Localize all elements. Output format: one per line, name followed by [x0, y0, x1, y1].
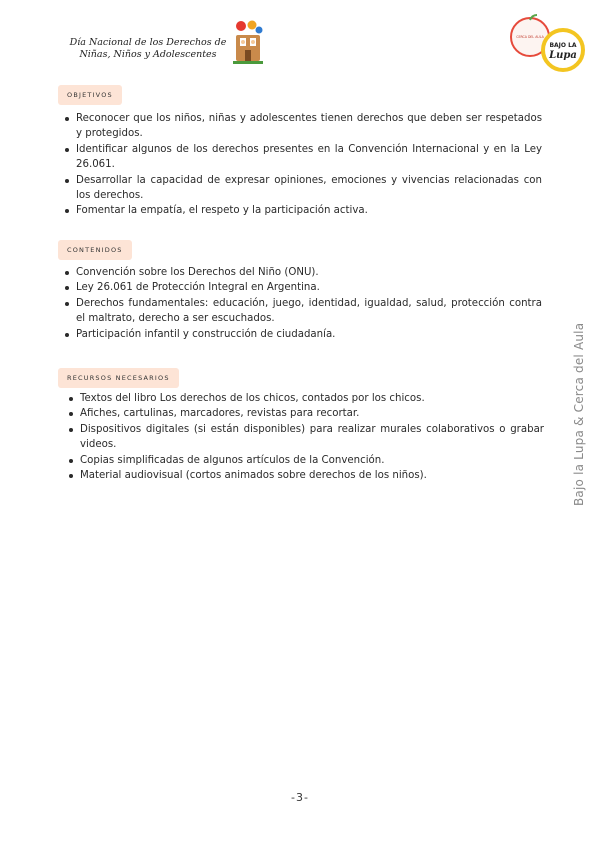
list-item: Identificar algunos de los derechos presentes en la Convención Internacional y en la Ley 26.061.: [64, 142, 542, 173]
list-item: Material audiovisual (cortos animados sobre derechos de los niños).: [68, 468, 544, 483]
list-item: Afiches, cartulinas, marcadores, revistas para recortar.: [68, 406, 544, 421]
list-item: Derechos fundamentales: educación, juego, identidad, igualdad, salud, protección contra el maltrato, derecho a ser escuchados.: [64, 296, 542, 327]
side-watermark-text: Bajo la Lupa & Cerca del Aula: [572, 322, 586, 506]
list-item: Desarrollar la capacidad de expresar opiniones, emociones y vivencias relacionadas con los derechos.: [64, 173, 542, 204]
list-item: Copias simplificadas de algunos artículos de la Convención.: [68, 453, 544, 468]
objetivos-list: [64, 111, 542, 219]
page-number: -3-: [291, 791, 309, 804]
list-item: Participación infantil y construcción de ciudadanía.: [64, 327, 542, 342]
contenidos-list: [64, 265, 542, 342]
list-item: Reconocer que los niños, niñas y adolescentes tienen derechos que deben ser respetados y protegidos.: [64, 111, 542, 142]
logo-main-text-2: Lupa: [549, 50, 577, 61]
list-item: Dispositivos digitales (si están disponibles) para realizar murales colaborativos o grabar videos.: [68, 422, 544, 453]
section-title-recursos: RECURSOS NECESARIOS: [58, 368, 179, 388]
section-title-objetivos: OBJETIVOS: [58, 85, 122, 105]
list-item: Fomentar la empatía, el respeto y la participación activa.: [64, 203, 542, 218]
section-title-contenidos: CONTENIDOS: [58, 240, 132, 260]
logo-main-text-1: BAJO LA: [549, 42, 577, 49]
header-title-line-1: Día Nacional de los Derechos de: [69, 37, 227, 48]
children-drawing-icon: [230, 18, 266, 66]
logo-top-text: CERCA DEL AULA: [516, 35, 544, 39]
list-item: Textos del libro Los derechos de los chicos, contados por los chicos.: [68, 391, 544, 406]
header-title-line-2: Niñas, Niños y Adolescentes: [79, 49, 217, 60]
list-item: Ley 26.061 de Protección Integral en Argentina.: [64, 280, 542, 295]
document-header-title: [62, 37, 234, 61]
bajo-la-lupa-logo-icon: [508, 14, 586, 72]
recursos-list: [68, 391, 544, 483]
list-item: Convención sobre los Derechos del Niño (ONU).: [64, 265, 542, 280]
